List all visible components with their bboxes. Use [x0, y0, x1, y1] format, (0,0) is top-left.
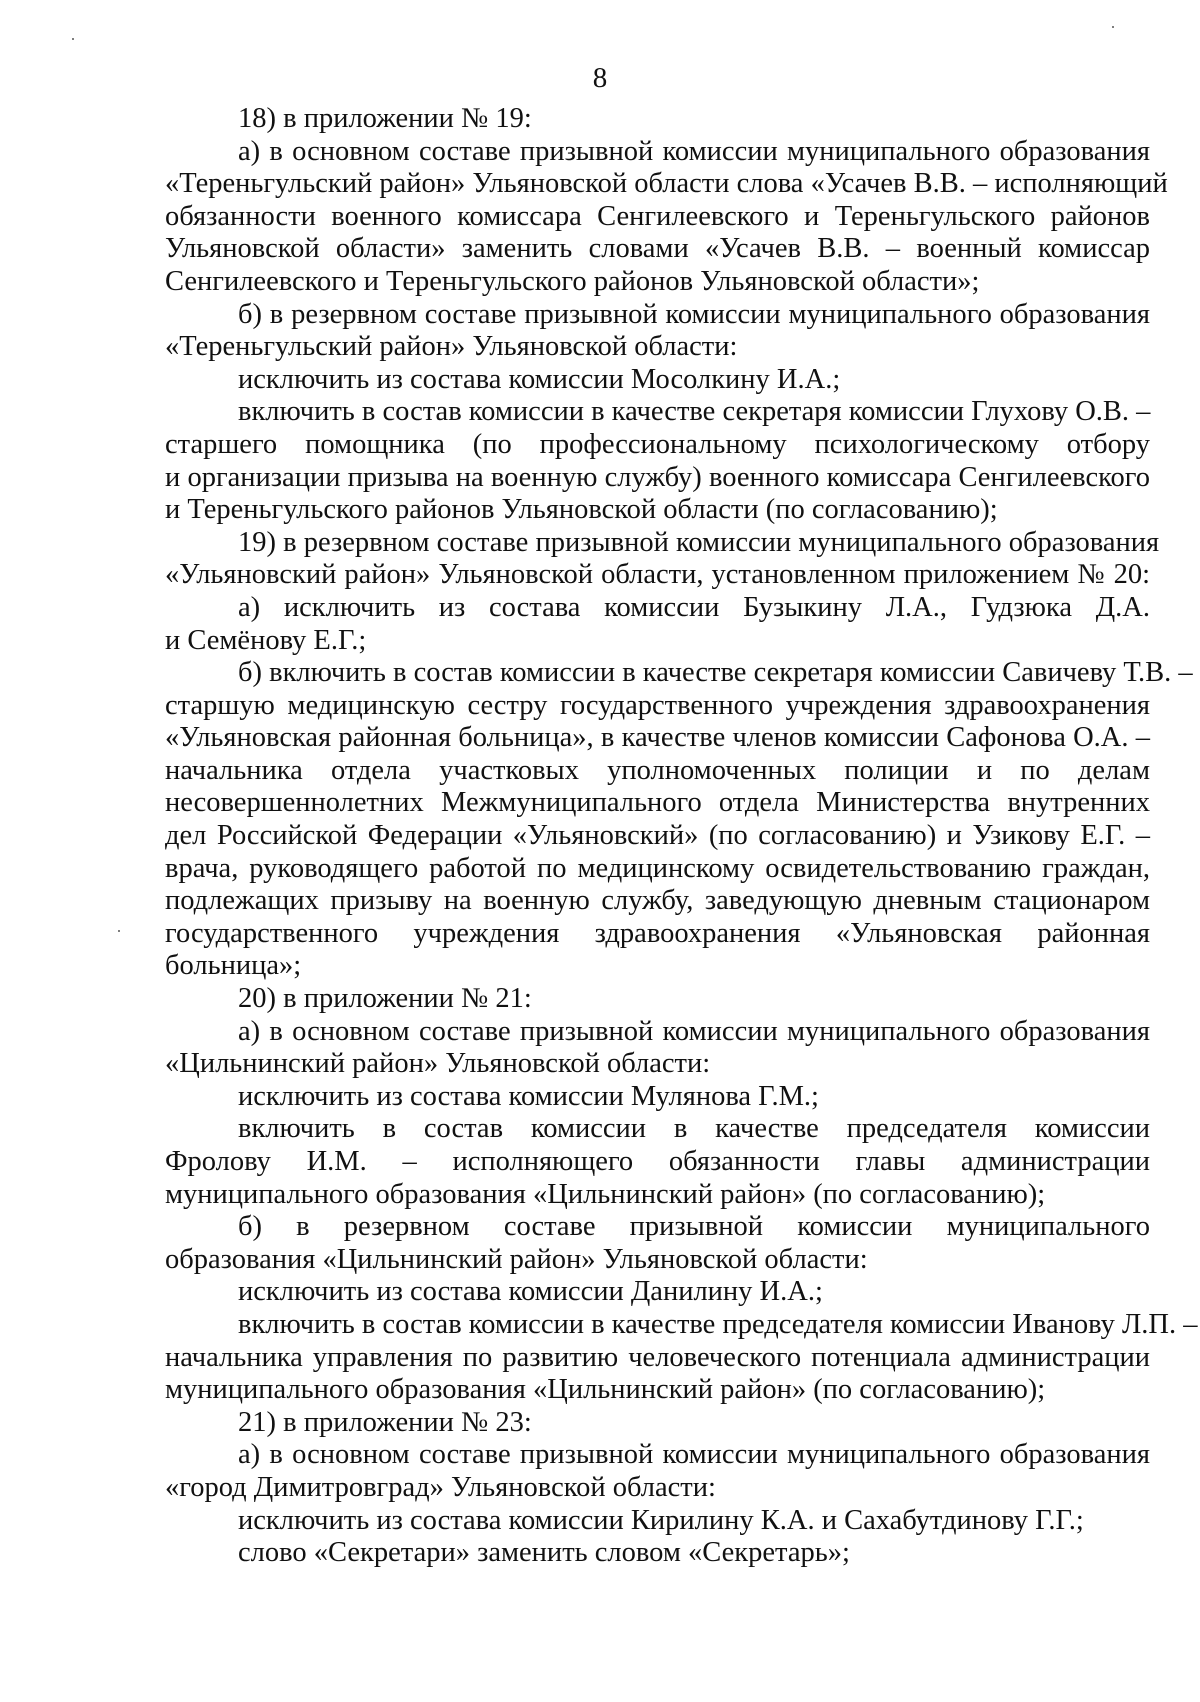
text-line: «Ульяновский район» Ульяновской области, установленном приложением № 20:: [165, 559, 1150, 591]
text-line: а) в основном составе призывной комиссии муниципального образования: [238, 135, 1150, 167]
text-line: и Семёнову Е.Г.;: [165, 624, 367, 656]
text-line: больница»;: [165, 950, 302, 982]
text-line: исключить из состава комиссии Мосолкину И.А.;: [238, 363, 841, 395]
text-line: врача, руководящего работой по медицинскому освидетельствованию граждан,: [165, 852, 1150, 884]
text-line: «Цильнинский район» Ульяновской области:: [165, 1048, 711, 1080]
text-line: начальника отдела участковых уполномоченных полиции и по делам: [165, 754, 1150, 786]
text-line: 19) в резервном составе призывной комиссии муниципального образования: [238, 526, 1160, 558]
text-line: «Тереньгульский район» Ульяновской области слова «Усачев В.В. – исполняющий: [165, 168, 1168, 200]
text-line: начальника управления по развитию человеческого потенциала администрации: [165, 1341, 1150, 1373]
text-line: а) исключить из состава комиссии Бузыкину Л.А., Гудзюка Д.А.: [238, 591, 1150, 623]
text-line: старшую медицинскую сестру государственного учреждения здравоохранения: [165, 689, 1150, 721]
text-line: а) в основном составе призывной комиссии муниципального образования: [238, 1439, 1150, 1471]
text-line: Ульяновской области» заменить словами «Усачев В.В. – военный комиссар: [165, 233, 1150, 265]
text-line: муниципального образования «Цильнинский район» (по согласованию);: [165, 1374, 1046, 1406]
text-line: «город Димитровград» Ульяновской области:: [165, 1471, 716, 1503]
text-line: включить в состав комиссии в качестве секретаря комиссии Глухову О.В. –: [238, 396, 1151, 428]
text-line: несовершеннолетних Межмуниципального отдела Министерства внутренних: [165, 787, 1150, 819]
text-line: Фролову И.М. – исполняющего обязанности главы администрации: [165, 1146, 1150, 1177]
text-line: образования «Цильнинский район» Ульяновской области:: [165, 1243, 868, 1275]
text-line: «Тереньгульский район» Ульяновской области:: [165, 331, 738, 363]
page-number: 8: [592, 62, 608, 94]
text-line: слово «Секретари» заменить словом «Секретарь»;: [238, 1537, 850, 1569]
document-body: [165, 103, 1198, 1570]
text-line: включить в состав комиссии в качестве председателя комиссии Иванову Л.П. –: [238, 1308, 1198, 1340]
text-line: «Ульяновская районная больница», в качестве членов комиссии Сафонова О.А. –: [165, 722, 1150, 754]
scan-speck: [1112, 26, 1114, 28]
text-line: обязанности военного комиссара Сенгилеевского и Тереньгульского районов: [165, 200, 1150, 232]
text-line: б) в резервном составе призывной комиссии муниципального образования: [238, 298, 1150, 330]
text-line: Сенгилеевского и Тереньгульского районов Ульяновской области»;: [165, 265, 980, 297]
text-line: муниципального образования «Цильнинский район» (по согласованию);: [165, 1178, 1046, 1210]
text-line: исключить из состава комиссии Мулянова Г.М.;: [238, 1080, 819, 1112]
scan-speck: [72, 38, 74, 40]
text-line: 21) в приложении № 23:: [238, 1406, 532, 1438]
text-line: а) в основном составе призывной комиссии муниципального образования: [238, 1015, 1150, 1047]
text-line: старшего помощника (по профессиональному психологическому отбору: [165, 428, 1150, 460]
text-line: исключить из состава комиссии Данилину И.А.;: [238, 1276, 823, 1308]
text-line: б) включить в состав комиссии в качестве секретаря комиссии Савичеву Т.В. –: [238, 657, 1193, 689]
text-line: государственного учреждения здравоохранения «Ульяновская районная: [165, 917, 1150, 949]
text-line: исключить из состава комиссии Кирилину К.А. и Сахабутдинову Г.Г.;: [238, 1504, 1084, 1536]
text-line: подлежащих призыву на военную службу, заведующую дневным стационаром: [165, 885, 1150, 917]
text-line: и Тереньгульского районов Ульяновской области (по согласованию);: [165, 494, 998, 526]
scan-speck: [118, 930, 120, 932]
text-line: б) в резервном составе призывной комиссии муниципального: [238, 1211, 1150, 1243]
text-line: включить в состав комиссии в качестве председателя комиссии: [238, 1113, 1150, 1145]
text-line: 20) в приложении № 21:: [238, 983, 532, 1015]
text-line: дел Российской Федерации «Ульяновский» (по согласованию) и Узикову Е.Г. –: [165, 820, 1150, 852]
text-line: 18) в приложении № 19:: [238, 103, 532, 134]
text-line: и организации призыва на военную службу) военного комиссара Сенгилеевского: [165, 461, 1150, 493]
